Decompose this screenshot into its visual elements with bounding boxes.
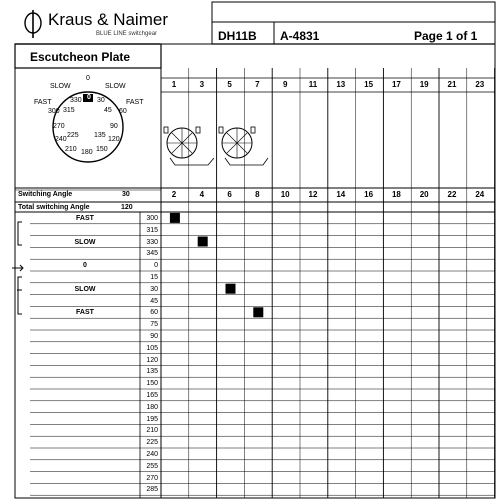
position-angle: 45 bbox=[150, 297, 158, 305]
model-number: DH11B bbox=[218, 29, 257, 43]
dial-tick: 0 bbox=[86, 75, 90, 82]
contact-closed-mark bbox=[253, 307, 263, 317]
dial-tick: 135 bbox=[94, 132, 106, 139]
position-angle: 285 bbox=[146, 486, 158, 494]
terminal-number-bottom: 16 bbox=[364, 190, 374, 199]
position-angle: 165 bbox=[146, 392, 158, 399]
brand-tagline: BLUE LINE switchgear bbox=[96, 31, 158, 37]
dial-label-slow-left: SLOW bbox=[50, 83, 71, 90]
position-angle: 300 bbox=[146, 215, 158, 222]
position-brackets bbox=[12, 222, 23, 314]
position-angle: 30 bbox=[150, 285, 158, 293]
dial-tick: 225 bbox=[67, 132, 79, 139]
dial-tick: 240 bbox=[55, 136, 67, 143]
switching-angle-label: Switching Angle bbox=[18, 191, 73, 198]
terminal-number-bottom: 8 bbox=[255, 190, 260, 199]
total-switching-angle-label: Total switching Angle bbox=[18, 204, 90, 211]
position-angle: 255 bbox=[146, 462, 158, 470]
terminal-number-top: 5 bbox=[227, 80, 232, 89]
drawing-number: A-4831 bbox=[280, 29, 320, 43]
position-angle: 15 bbox=[150, 274, 158, 281]
brand-name: Kraus & Naimer bbox=[48, 10, 168, 29]
terminal-number-bottom: 20 bbox=[419, 190, 429, 199]
dial-label-slow-right: SLOW bbox=[105, 83, 126, 90]
position-angle: 150 bbox=[146, 380, 158, 388]
position-label: SLOW bbox=[74, 285, 96, 293]
terminal-number-top: 11 bbox=[308, 80, 318, 89]
switching-angle-value: 30 bbox=[122, 191, 130, 198]
position-angle: 75 bbox=[150, 321, 158, 329]
terminal-number-bottom: 4 bbox=[199, 190, 205, 199]
dial-tick: 30 bbox=[97, 97, 105, 104]
terminal-number-bottom: 24 bbox=[475, 190, 485, 199]
position-angle: 315 bbox=[146, 226, 158, 234]
terminal-number-bottom: 12 bbox=[308, 190, 318, 199]
dial-tick: 180 bbox=[81, 149, 93, 156]
dial-tick: 210 bbox=[65, 146, 77, 153]
terminal-number-top: 13 bbox=[336, 80, 346, 89]
position-angle: 240 bbox=[146, 451, 158, 458]
terminal-number-top: 7 bbox=[255, 80, 260, 89]
position-angle: 0 bbox=[154, 262, 158, 270]
cam-schematic bbox=[164, 127, 268, 165]
dial-tick: 90 bbox=[110, 123, 118, 130]
terminal-number-bottom: 18 bbox=[391, 190, 401, 199]
escutcheon-title: Escutcheon Plate bbox=[30, 50, 131, 64]
terminal-number-top: 3 bbox=[199, 80, 205, 89]
terminal-number-top: 9 bbox=[282, 80, 288, 89]
dial-tick: 300 bbox=[48, 108, 60, 115]
position-label: FAST bbox=[76, 309, 94, 317]
position-angle: 60 bbox=[150, 309, 158, 317]
position-angle: 210 bbox=[146, 427, 158, 435]
position-angle: 90 bbox=[150, 333, 158, 340]
position-angle: 135 bbox=[146, 368, 158, 376]
position-angle: 180 bbox=[146, 403, 158, 411]
total-switching-angle-value: 120 bbox=[121, 204, 133, 211]
position-angle: 225 bbox=[146, 439, 158, 447]
dial-label-zero: 0 bbox=[87, 94, 91, 101]
position-angle: 345 bbox=[146, 250, 158, 258]
dial-tick: 120 bbox=[108, 136, 120, 143]
terminal-number-bottom: 2 bbox=[171, 190, 177, 199]
terminal-number-top: 23 bbox=[475, 80, 485, 89]
position-angle: 195 bbox=[146, 415, 158, 423]
contact-closed-mark bbox=[198, 237, 208, 247]
terminal-number-top: 19 bbox=[419, 80, 429, 89]
contact-closed-mark bbox=[226, 284, 236, 294]
terminal-number-bottom: 10 bbox=[280, 190, 290, 199]
position-label: 0 bbox=[83, 262, 87, 270]
terminal-number-top: 15 bbox=[364, 80, 374, 89]
position-angle: 270 bbox=[146, 474, 158, 482]
terminal-number-bottom: 6 bbox=[227, 190, 232, 199]
dial-label-fast-right: FAST bbox=[126, 99, 144, 106]
position-angle: 120 bbox=[146, 356, 158, 364]
terminal-number-top: 21 bbox=[447, 80, 457, 89]
dial-tick: 60 bbox=[119, 108, 127, 115]
position-angle: 330 bbox=[146, 238, 158, 246]
terminal-number-top: 17 bbox=[391, 80, 401, 89]
position-label: FAST bbox=[76, 215, 94, 222]
terminal-number-top: 1 bbox=[171, 80, 177, 89]
dial-tick: 315 bbox=[63, 107, 75, 114]
terminal-number-bottom: 14 bbox=[336, 190, 346, 199]
terminal-number-bottom: 22 bbox=[447, 190, 457, 199]
contact-closed-mark bbox=[170, 213, 180, 223]
position-angle: 105 bbox=[146, 344, 158, 352]
dial-tick: 270 bbox=[53, 123, 65, 130]
dial-label-fast-left: FAST bbox=[34, 99, 52, 106]
position-label: SLOW bbox=[74, 238, 96, 246]
dial-tick: 150 bbox=[96, 146, 108, 153]
dial-tick: 330 bbox=[70, 97, 82, 104]
dial-tick: 45 bbox=[104, 107, 112, 114]
page-indicator: Page 1 of 1 bbox=[414, 29, 478, 43]
